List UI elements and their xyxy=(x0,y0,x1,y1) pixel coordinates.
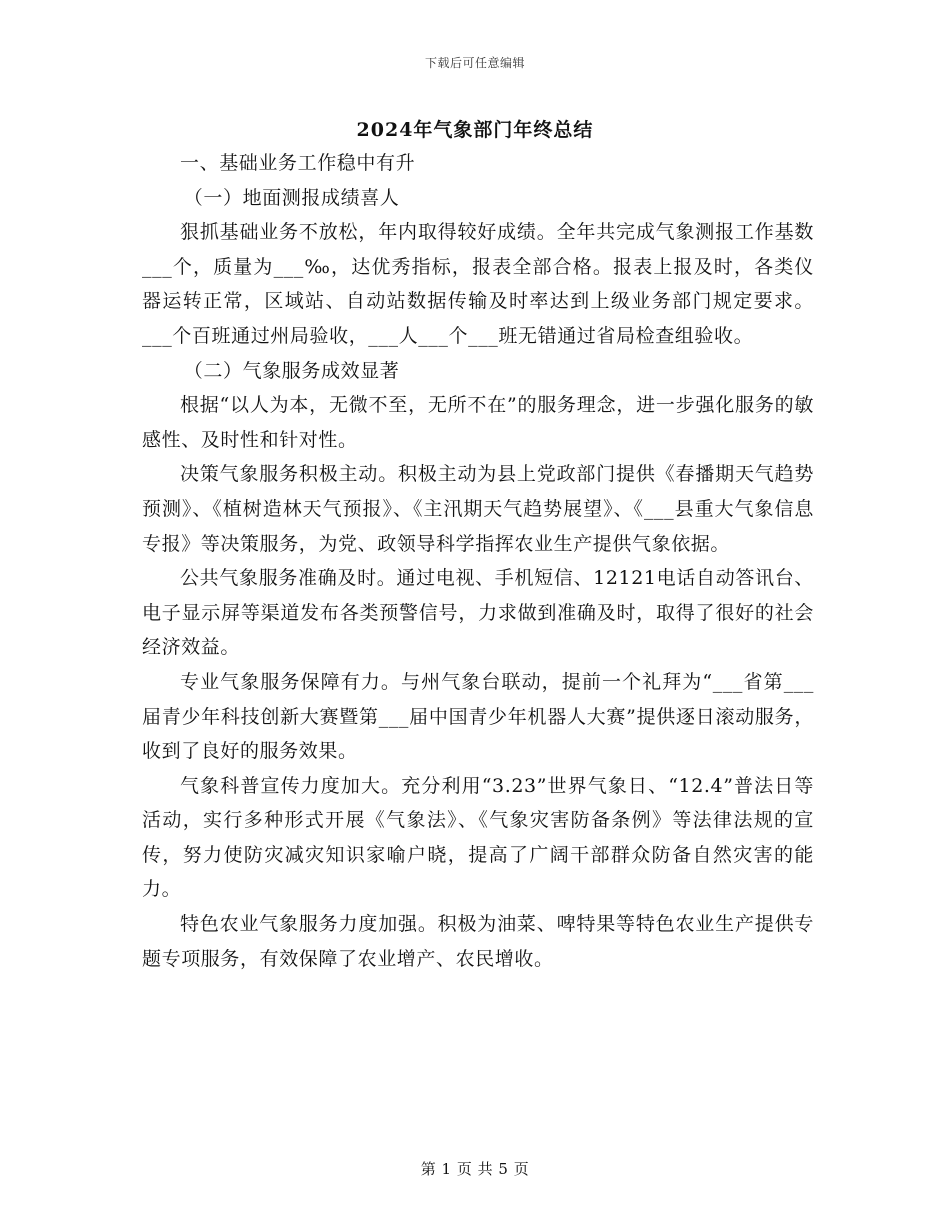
paragraph-agriculture-service: 特色农业气象服务力度加强。积极为油菜、啤特果等特色农业生产提供专题专项服务，有效保障了农业增产、农民增收。 xyxy=(142,913,814,970)
paragraph-decision-service: 决策气象服务积极主动。积极主动为县上党政部门提供《春播期天气趋势预测》、《植树造林天气预报》、《主汛期天气趋势展望》、《___县重大气象信息专报》等决策服务，为党、政领导科学指挥农业生产提供气象依据。 xyxy=(142,463,814,555)
subsection-heading-1: （一）地面测报成绩喜人 xyxy=(183,186,400,209)
paragraph-science-promotion: 气象科普宣传力度加大。充分利用“3.23”世界气象日、“12.4”普法日等活动，实行多种形式开展《气象法》、《气象灾害防备条例》等法律法规的宣传，努力使防灾减灾知识家喻户晓，提高了广阔干部群众防备自然灾害的能力。 xyxy=(142,774,814,901)
paragraph-public-service: 公共气象服务准确及时。通过电视、手机短信、12121电话自动答讯台、电子显示屏等渠道发布各类预警信号，力求做到准确及时，取得了很好的社会经济效益。 xyxy=(142,567,814,659)
section-heading-1: 一、基础业务工作稳中有升 xyxy=(180,152,416,174)
document-body xyxy=(142,146,814,976)
paragraph-ground-observation: 狠抓基础业务不放松，年内取得较好成绩。全年共完成气象测报工作基数___个，质量为___‰，达优秀指标，报表全部合格。报表上报及时，各类仪器运转正常，区域站、自动站数据传输及时率达到上级业务部门规定要求。___个百班通过州局验收，___人___个___班无错通过省局检查组验收。 xyxy=(142,221,814,347)
subsection-heading-2: （二）气象服务成效显著 xyxy=(183,359,400,382)
page-footer: 第 1 页 共 5 页 xyxy=(420,1160,530,1178)
document-title: 2024年气象部门年终总结 xyxy=(356,119,594,141)
header-note: 下载后可任意编辑 xyxy=(424,56,525,70)
paragraph-service-concept: 根据“以人为本，无微不至，无所不在”的服务理念，进一步强化服务的敏感性、及时性和针对性。 xyxy=(142,394,814,451)
paragraph-professional-service: 专业气象服务保障有力。与州气象台联动，提前一个礼拜为“___省第___届青少年科技创新大赛暨第___届中国青少年机器人大赛”提供逐日滚动服务，收到了良好的服务效果。 xyxy=(142,670,814,763)
